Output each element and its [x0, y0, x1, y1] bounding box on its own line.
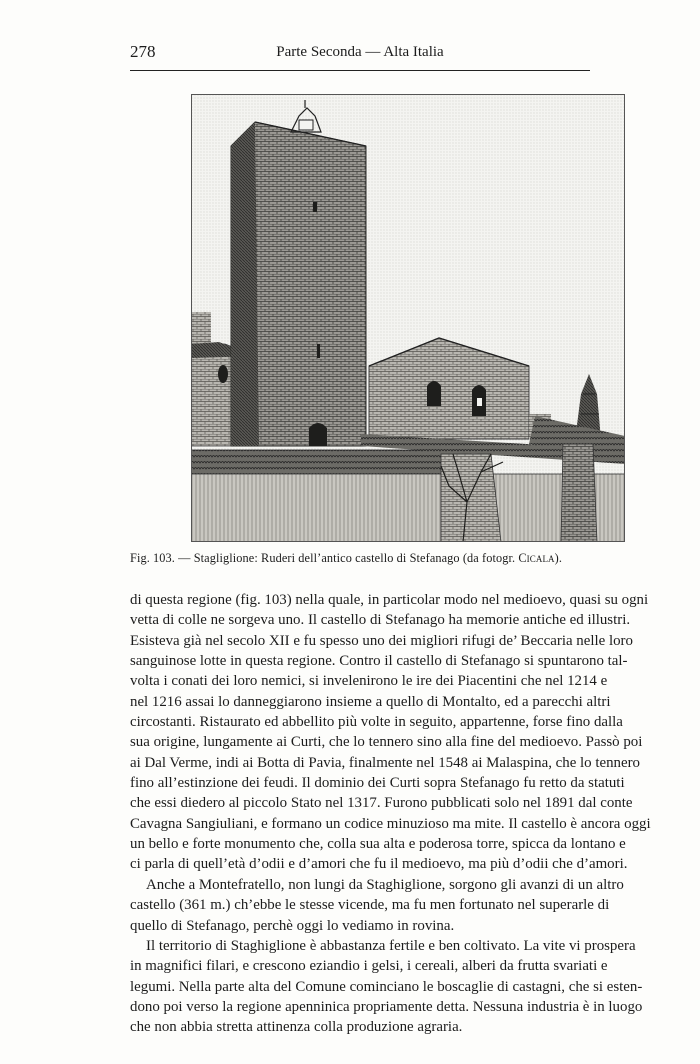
text-line: circostanti. Ristaurato ed abbellito più volte in seguito, appartenne, forse fino dalla: [130, 714, 623, 731]
running-title: Parte Seconda — Alta Italia: [276, 44, 444, 60]
body-text: [130, 590, 651, 1038]
text-line: quello di Stefanago, perchè oggi lo vediamo in rovina.: [130, 917, 455, 934]
text-line: dono poi verso la regione apenninica propriamente detta. Nessuna industria è in luogo: [130, 998, 643, 1015]
header-rule: [130, 70, 590, 71]
caption-suffix: ).: [554, 551, 563, 565]
text-line: Il territorio di Staghiglione è abbastanza fertile e ben coltivato. La vite vi prospera: [146, 937, 636, 954]
text-line: Cavagna Sangiuliani, e formano un codice minuzioso ma mite. Il castello è ancora oggi: [130, 815, 651, 832]
text-line: nel 1216 assai lo danneggiarono insieme a quello di Montalto, ed a parecchi altri: [130, 693, 611, 710]
text-line: castello (361 m.) ch’ebbe le stesse vicende, ma fu men fortunato nel superarle di: [130, 897, 610, 914]
text-line: volta i conati dei loro nemici, si invelenirono le ire dei Piacentini che nel 1214 e: [130, 673, 608, 690]
page-number: 278: [130, 42, 156, 61]
page-header: [130, 42, 590, 64]
text-line: vetta di colle ne sorgeva uno. Il castello di Stefanago ha memorie antiche ed illustri.: [130, 612, 631, 629]
figure-engraving: [191, 94, 625, 542]
text-line: in magnifici filari, e crescono eziandio i gelsi, i cereali, alberi da frutta svariati e: [130, 958, 608, 975]
figure-caption: [130, 551, 694, 566]
text-line: sanguinose lotte in questa regione. Contro il castello di Stefanago si spuntarono tal-: [130, 653, 628, 670]
caption-credit: Cicala: [518, 551, 555, 565]
text-line: Anche a Montefratello, non lungi da Staghiglione, sorgono gli avanzi di un altro: [146, 876, 624, 893]
text-line: legumi. Nella parte alta del Comune cominciano le boscaglie di castagni, che si esten-: [130, 978, 643, 995]
text-line: ai Dal Verme, indi ai Botta di Pavia, finalmente nel 1548 ai Malaspina, che lo tennero: [130, 754, 640, 771]
text-line: ci parla di quell’età d’odii e d’amori che fu il medioevo, ma più d’odii che d’amori.: [130, 856, 628, 873]
text-line: fino all’estinzione dei feudi. Il dominio dei Curti sopra Stefanago fu retto da statuti: [130, 775, 625, 792]
caption-text: Fig. 103. — Stagliglione: Ruderi dell’antico castello di Stefanago (da fotogr.: [130, 551, 519, 565]
text-line: Esisteva già nel secolo XII e fu spesso uno dei migliori rifugi de’ Beccaria nelle loro: [130, 632, 633, 649]
text-line: di questa regione (fig. 103) nella quale, in particolar modo nel medioevo, quasi su ogni: [130, 592, 649, 608]
text-line: sua origine, lungamente ai Curti, che lo tennero sino alla fine del medioevo. Passò poi: [130, 734, 643, 751]
text-line: che essi diedero al piccolo Stato nel 1317. Furono pubblicati solo nel 1891 dal conte: [130, 795, 633, 812]
text-line: un bello e forte monumento che, colla sua alta e poderosa torre, spicca da lontano e: [130, 836, 626, 853]
text-line: che non abbia stretta attinenza colla produzione agraria.: [130, 1019, 463, 1036]
